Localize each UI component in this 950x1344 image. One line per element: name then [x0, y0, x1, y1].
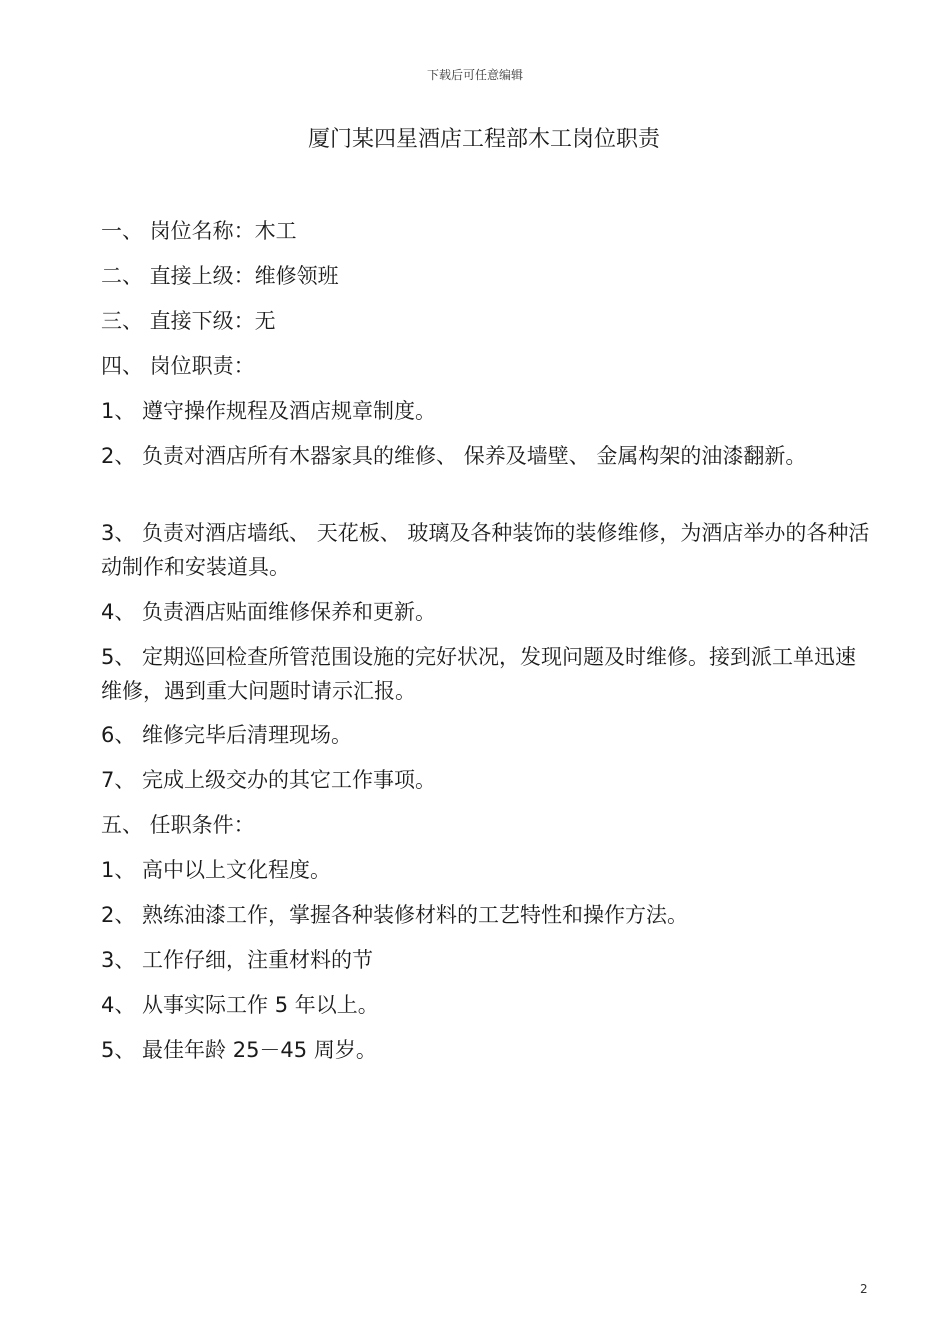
responsibility-item: 5、 定期巡回检查所管范围设施的完好状况，发现问题及时维修。接到派工单迅速维修，遇到重大问题时请示汇报。: [101, 645, 857, 703]
requirement-item: 1、 高中以上文化程度。: [101, 858, 332, 882]
requirement-item: 3、 工作仔细，注重材料的节: [101, 948, 374, 972]
header-note: 下载后可任意编辑: [426, 68, 523, 82]
section-position-name: 一、 岗位名称：木工: [101, 219, 297, 243]
requirement-item: 4、 从事实际工作 5 年以上。: [101, 993, 379, 1017]
responsibility-item: 3、 负责对酒店墙纸、 天花板、 玻璃及各种装饰的装修维修，为酒店举办的各种活动制作和安装道具。: [101, 521, 870, 579]
section-direct-subordinate: 三、 直接下级：无: [101, 309, 276, 333]
section-responsibilities-heading: 四、 岗位职责：: [101, 354, 255, 378]
section-requirements-heading: 五、 任职条件：: [101, 813, 255, 837]
responsibility-item: 6、 维修完毕后清理现场。: [101, 723, 353, 747]
page-number: 2: [860, 1282, 868, 1296]
responsibility-item: 7、 完成上级交办的其它工作事项。: [101, 768, 437, 792]
responsibility-item: 4、 负责酒店贴面维修保养和更新。: [101, 600, 437, 624]
responsibility-item: 2、 负责对酒店所有木器家具的维修、 保养及墙壁、 金属构架的油漆翻新。: [101, 444, 807, 468]
responsibility-item: 1、 遵守操作规程及酒店规章制度。: [101, 399, 437, 423]
section-direct-superior: 二、 直接上级：维修领班: [101, 264, 339, 288]
requirement-item: 5、 最佳年龄 25－45 周岁。: [101, 1038, 377, 1062]
document-title: 厦门某四星酒店工程部木工岗位职责: [307, 127, 660, 152]
requirement-item: 2、 熟练油漆工作，掌握各种装修材料的工艺特性和操作方法。: [101, 903, 689, 927]
